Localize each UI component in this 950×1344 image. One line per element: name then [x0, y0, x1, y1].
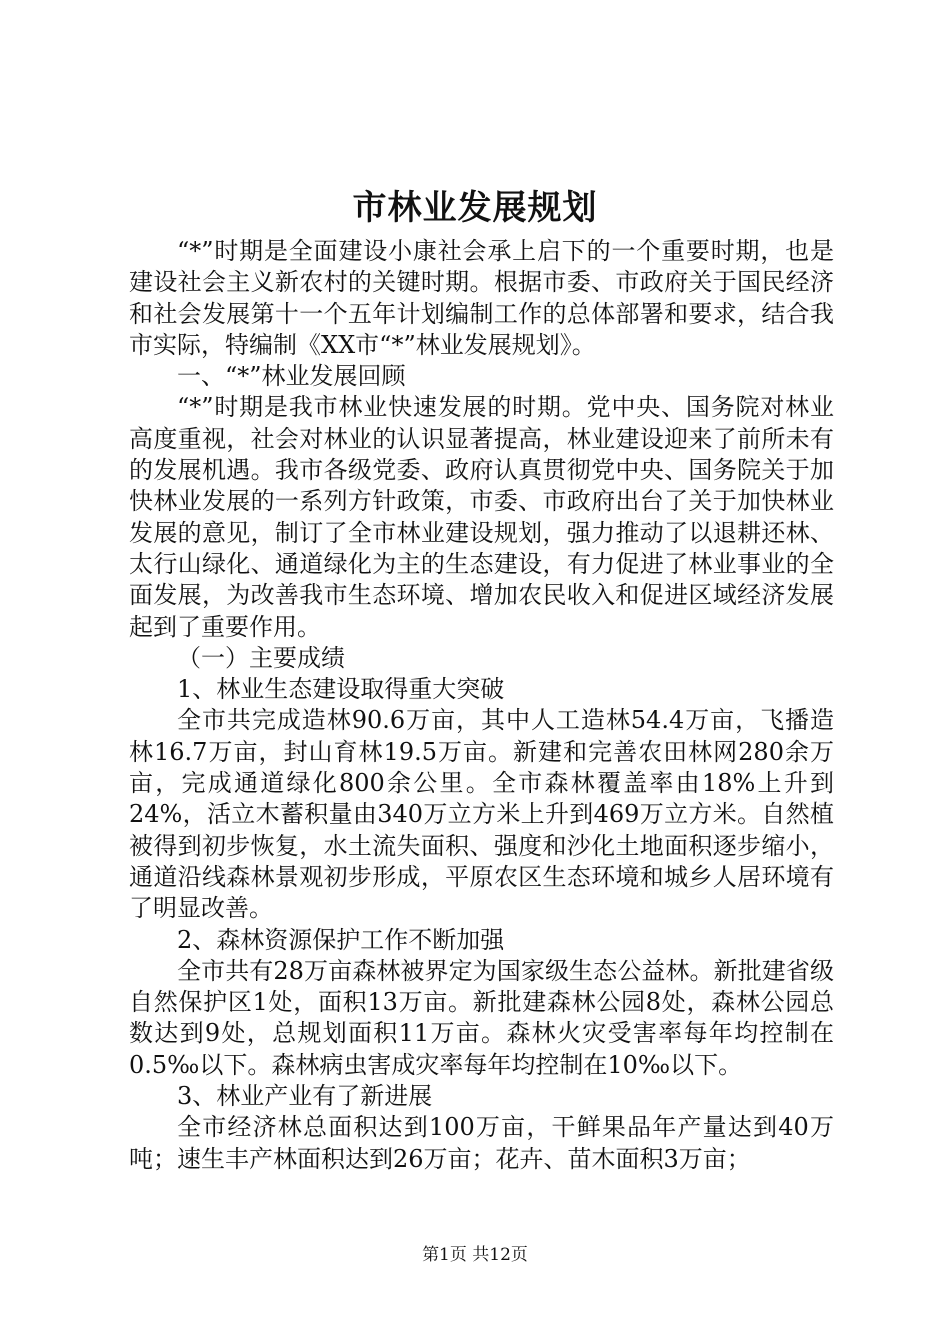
protection-paragraph: 全市共有28万亩森林被界定为国家级生态公益林。新批建省级自然保护区1处，面积13万亩。新批建森林公园8处，森林公园总数达到9处，总规划面积11万亩。森林火灾受害率每年均控制在0.5‰以下。森林病虫害成灾率每年均控制在10‰以下。: [129, 956, 834, 1079]
item-heading-protection: 2、森林资源保护工作不断加强: [177, 925, 505, 954]
page-number-footer: 第1页 共12页: [422, 1245, 528, 1265]
industry-paragraph: 全市经济林总面积达到100万亩，干鲜果品年产量达到40万吨；速生丰产林面积达到26万亩；花卉、苗木面积3万亩；: [129, 1113, 834, 1173]
section-heading-review: 一、“*”林业发展回顾: [177, 362, 406, 391]
review-paragraph: “*”时期是我市林业快速发展的时期。党中央、国务院对林业高度重视，社会对林业的认识显著提高，林业建设迎来了前所未有的发展机遇。我市各级党委、政府认真贯彻党中央、国务院关于加快林业发展的一系列方针政策，市委、市政府出台了关于加快林业发展的意见，制订了全市林业建设规划，强力推动了以退耕还林、太行山绿化、通道绿化为主的生态建设，有力促进了林业事业的全面发展，为改善我市生态环境、增加农民收入和促进区域经济发展起到了重要作用。: [129, 393, 834, 641]
document-title: 市林业发展规划: [352, 188, 598, 228]
subsection-heading-achievements: （一）主要成绩: [177, 643, 345, 672]
item-heading-ecology: 1、林业生态建设取得重大突破: [177, 675, 505, 704]
ecology-paragraph: 全市共完成造林90.6万亩，其中人工造林54.4万亩，飞播造林16.7万亩，封山育林19.5万亩。新建和完善农田林网280余万亩，完成通道绿化800余公里。全市森林覆盖率由18%上升到24%，活立木蓄积量由340万立方米上升到469万立方米。自然植被得到初步恢复，水土流失面积、强度和沙化土地面积逐步缩小，通道沿线森林景观初步形成，平原农区生态环境和城乡人居环境有了明显改善。: [129, 706, 834, 923]
item-heading-industry: 3、林业产业有了新进展: [177, 1082, 433, 1111]
document-body: [129, 236, 834, 1175]
intro-paragraph: “*”时期是全面建设小康社会承上启下的一个重要时期，也是建设社会主义新农村的关键时期。根据市委、市政府关于国民经济和社会发展第十一个五年计划编制工作的总体部署和要求，结合我市实际，特编制《XX市“*”林业发展规划》。: [129, 237, 834, 359]
